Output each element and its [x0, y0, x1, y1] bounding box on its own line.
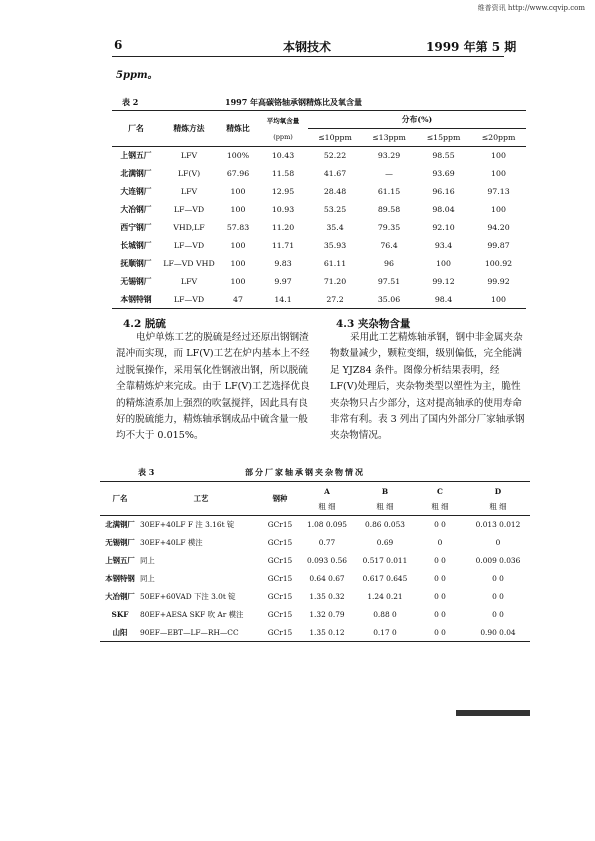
table3-row-process: 同上	[140, 556, 155, 565]
journal-title: 本钢技术	[283, 40, 332, 54]
table3-group-header: D	[494, 486, 502, 496]
table2-row-d3: 92.10	[432, 223, 455, 232]
table2-row-plant: 大冶钢厂	[120, 205, 152, 214]
table3-row-c: 0	[437, 538, 443, 547]
table2-header-method: 精炼方法	[173, 124, 205, 134]
table2-row-method: LF—VD	[173, 294, 205, 304]
table3-group-header: C	[437, 486, 443, 496]
table2-row-d1: 61.11	[323, 259, 347, 268]
table2-row-oxygen: 11.20	[271, 223, 295, 232]
table3-row-d: 0.013 0.012	[475, 520, 521, 529]
table3-row-a: 0.77	[318, 538, 336, 547]
table2-row-plant: 上钢五厂	[120, 151, 152, 160]
table2-row-ratio: 100%	[226, 151, 250, 160]
table2-row	[112, 291, 526, 309]
table2-top-rule	[112, 110, 526, 111]
table3-row-grade: GCr15	[267, 627, 293, 637]
table3-row-a: 1.32 0.79	[309, 610, 345, 619]
table2-header-oxygen-unit: (ppm)	[273, 132, 293, 141]
table3-row-b: 0.88 0	[373, 610, 397, 619]
table3-row-c: 0 0	[434, 592, 446, 601]
section-4-3-title: 4.3 夹杂物含量	[336, 318, 411, 330]
table2-row	[112, 237, 526, 255]
table3-header-plant: 厂名	[112, 494, 128, 504]
table2-row-plant: 抚顺钢厂	[120, 259, 152, 268]
table3-row-grade: GCr15	[267, 556, 293, 565]
table3-row-d: 0.009 0.036	[475, 556, 521, 565]
table2-row-d1: 28.48	[323, 187, 347, 196]
table3-row-a: 0.64 0.67	[309, 574, 345, 583]
table3-row-b: 0.17 0	[373, 627, 397, 637]
table3-row-a: 1.35 0.12	[309, 627, 345, 637]
table3-row-d: 0.90 0.04	[480, 627, 516, 637]
table3-row-plant: 本钢特钢	[105, 574, 135, 583]
table3-row-d: 0 0	[492, 592, 504, 601]
table2-label: 表 2	[122, 97, 139, 107]
issue-label: 1999 年第 5 期	[426, 40, 517, 54]
table2-row-d4: 100	[491, 169, 506, 178]
table2-dist-col: ≤20ppm	[481, 132, 516, 142]
table2-row	[112, 183, 526, 201]
table2-row-d2: —	[385, 169, 393, 178]
table3-row-grade: GCr15	[267, 592, 293, 601]
table3-label: 表 3	[138, 467, 155, 477]
table2-row	[112, 147, 526, 165]
section-4-2-title: 4.2 脱硫	[123, 318, 166, 330]
table2-row-d4: 100	[491, 151, 506, 160]
table2-row-oxygen: 10.43	[271, 151, 295, 160]
table2-row-plant: 北满钢厂	[120, 169, 152, 178]
table3-row-process: 50EF+60VAD 下注 3.0t 锭	[140, 592, 236, 601]
table2-row-d2: 93.29	[377, 151, 401, 160]
table2-row-plant: 西宁钢厂	[120, 223, 152, 232]
table3-row-plant: 无锡钢厂	[105, 538, 135, 547]
table2-row-d1: 27.2	[326, 294, 344, 304]
table2-row	[112, 201, 526, 219]
table3-row-plant: 北满钢厂	[105, 520, 135, 529]
table2-row-d3: 96.16	[432, 187, 455, 196]
table3-row-b: 0.86 0.053	[365, 520, 405, 529]
table3-row-grade: GCr15	[267, 538, 293, 547]
table3-row-c: 0 0	[434, 556, 446, 565]
table3-row-b: 0.517 0.011	[362, 556, 408, 565]
table2-row-ratio: 100	[230, 187, 246, 196]
table3-row	[100, 606, 530, 624]
table2-row-oxygen: 14.1	[274, 294, 292, 304]
table3-row-bottom-rule	[100, 642, 530, 643]
table2-row-plant: 无锡钢厂	[120, 277, 152, 286]
table3-sub-header: 粗 细	[318, 502, 336, 512]
table2-row-d4: 94.20	[487, 223, 510, 232]
table2-row-oxygen: 11.71	[271, 241, 295, 250]
table3-row-grade: GCr15	[267, 610, 293, 619]
table2-row-oxygen: 12.95	[271, 187, 295, 196]
table2-row-plant: 大连钢厂	[120, 187, 152, 196]
table3-row-grade: GCr15	[267, 574, 293, 583]
table2-row-d3: 100	[436, 259, 451, 268]
footer-stamp	[456, 710, 530, 716]
header-rule	[112, 56, 504, 57]
table2-row-d3: 98.4	[434, 294, 453, 304]
table2-row-ratio: 47	[233, 294, 243, 304]
carryover-text: 5ppm。	[116, 70, 158, 81]
table3-group-header: B	[381, 486, 389, 496]
table2-row-d3: 98.55	[432, 151, 455, 160]
section-4-2-body: 电炉单炼工艺的脱硫是经过还原出钢钢渣混冲而实现，而 LF(V)工艺在炉内基本上不经过脱氧操作，采用氧化性钢液出钢，所以脱硫全靠精炼炉来完成。由于 LF(V)工艺选择优良的精炼渣系加上强烈的吹氩搅拌，因此具有良好的脱硫能力，精炼轴承钢成品中硫含量一般均不大于 0.015%。	[116, 332, 310, 442]
table2-row-bottom-rule	[112, 309, 526, 310]
table3-sub-header: 粗 细	[376, 502, 394, 512]
table3-row-process: 30EF+40LF F 注 3.16t 锭	[140, 520, 235, 529]
table3-row	[100, 624, 530, 642]
table2-row	[112, 219, 526, 237]
table2-row-d4: 100	[491, 205, 506, 214]
table2-dist-col: ≤10ppm	[318, 132, 352, 142]
table2-row-d4: 100	[491, 294, 506, 304]
table2-row	[112, 273, 526, 291]
table3-row-c: 0 0	[434, 574, 446, 583]
table2-row	[112, 165, 526, 183]
table3-row-d: 0 0	[492, 610, 504, 619]
table3-caption: 部分厂家轴承钢夹杂物情况	[245, 467, 365, 477]
table2-row-ratio: 67.96	[226, 169, 250, 178]
table3-row-process: 80EF+AESA SKF 吹 Ar 模注	[140, 610, 244, 619]
table2-row-method: VHD,LF	[173, 223, 205, 232]
table2-row-d1: 53.25	[323, 205, 347, 214]
table3-header-grade: 钢种	[272, 494, 288, 504]
table2-row-d4: 100.92	[484, 259, 513, 268]
table2-row-d4: 99.92	[487, 277, 510, 286]
table2-row-plant: 本钢特钢	[120, 294, 152, 304]
table3-sub-header: 粗 细	[431, 502, 449, 512]
table2-header-plant: 厂名	[128, 124, 144, 134]
table2-dist-col: ≤13ppm	[372, 132, 406, 142]
section-4-3-body: 采用此工艺精炼轴承钢，钢中非金属夹杂物数量减少，颗粒变细，级别偏低，完全能满足 YJZ84 条件。图像分析结果表明，经 LF(V)处理后，夹杂物类型以塑性为主，脆性夹杂物只占少部分，这对提高轴承的使用寿命非常有利。表 3 列出了国内外部分厂家轴承钢夹杂物情况。	[330, 332, 525, 442]
table3-row-c: 0 0	[434, 627, 446, 637]
table2-row-d2: 96	[384, 259, 394, 268]
table2	[112, 112, 526, 309]
table3-row-a: 0.093 0.56	[307, 556, 347, 565]
table2-row-d2: 61.15	[377, 187, 401, 196]
table3-row-b: 0.617 0.645	[362, 574, 408, 583]
table3-row-b: 1.24 0.21	[367, 592, 403, 601]
table3-row	[100, 570, 530, 588]
table2-row-d3: 93.69	[432, 169, 455, 178]
table2-row-d1: 35.93	[323, 241, 347, 250]
table3-row-c: 0 0	[434, 610, 446, 619]
table2-row-oxygen: 11.58	[271, 169, 295, 178]
table2-row-ratio: 100	[230, 277, 246, 286]
table3-row-c: 0 0	[434, 520, 446, 529]
table3-row	[100, 516, 530, 534]
table2-row-method: LF—VD	[173, 241, 205, 250]
table2-row-d2: 97.51	[377, 277, 401, 286]
table3-row-plant: SKF	[111, 610, 129, 619]
table2-row-d3: 93.4	[434, 241, 453, 250]
table2-row-d2: 89.58	[377, 205, 401, 214]
table3-row-a: 1.08 0.095	[307, 520, 347, 529]
table2-row-oxygen: 9.83	[274, 259, 292, 268]
watermark: 维普资讯 http://www.cqvip.com	[477, 4, 585, 12]
table2-row-d1: 71.20	[323, 277, 347, 286]
page-number: 6	[114, 38, 123, 52]
table2-row-d2: 76.4	[380, 241, 398, 250]
table2-row-d2: 35.06	[377, 294, 401, 304]
table3-top-rule	[100, 481, 530, 482]
table3-row-plant: 大冶钢厂	[105, 592, 135, 601]
table3-row-b: 0.69	[376, 538, 394, 547]
table3-row-plant: 山阳	[112, 627, 128, 637]
table3-header-process: 工艺	[193, 494, 209, 504]
table3-row-process: 同上	[140, 574, 155, 583]
table3-row	[100, 588, 530, 606]
table2-row-plant: 长城钢厂	[120, 241, 152, 250]
table3-sub-header: 粗 细	[489, 502, 507, 512]
table2-row-method: LF(V)	[177, 169, 201, 178]
table3-row-d: 0	[495, 538, 501, 547]
table3	[100, 483, 530, 642]
table2-row-d1: 41.67	[323, 169, 347, 178]
table2-row-oxygen: 9.97	[274, 277, 292, 286]
table2-row-oxygen: 10.93	[271, 205, 295, 214]
table2-row-d4: 99.87	[487, 241, 510, 250]
table2-row	[112, 255, 526, 273]
table3-row-a: 1.35 0.32	[309, 592, 345, 601]
table3-row	[100, 552, 530, 570]
table2-header-ratio: 精炼比	[226, 124, 250, 134]
table2-row-d1: 35.4	[326, 223, 344, 232]
table2-row-ratio: 100	[230, 259, 246, 268]
table2-caption: 1997 年高碳铬轴承钢精炼比及氧含量	[225, 97, 363, 107]
table2-row-method: LFV	[180, 187, 198, 196]
table3-row-plant: 上钢五厂	[105, 556, 135, 565]
table2-row-d4: 97.13	[487, 187, 510, 196]
table3-row-d: 0 0	[492, 574, 504, 583]
table2-row-ratio: 100	[230, 241, 246, 250]
table2-header-distribution: 分布(%)	[308, 112, 526, 128]
table2-row-d1: 52.22	[323, 151, 347, 160]
table2-header-oxygen: 平均氧含量	[266, 116, 300, 125]
table2-row-method: LF—VD	[173, 205, 205, 214]
table3-row-grade: GCr15	[267, 520, 293, 529]
table3-row	[100, 534, 530, 552]
table2-row-method: LF—VD VHD	[163, 259, 215, 268]
table2-row-method: LFV	[180, 151, 198, 160]
table2-row-d3: 99.12	[432, 277, 455, 286]
table3-row-process: 90EF—EBT—LF—RH—CC	[140, 627, 239, 637]
table2-row-d2: 79.35	[377, 223, 401, 232]
table2-row-d3: 98.04	[432, 205, 455, 214]
table2-row-method: LFV	[180, 277, 198, 286]
table2-row-ratio: 100	[230, 205, 246, 214]
table3-row-process: 30EF+40LF 模注	[140, 538, 203, 547]
table2-dist-col: ≤15ppm	[426, 132, 461, 142]
table3-group-header: A	[324, 486, 330, 496]
table2-row-ratio: 57.83	[226, 223, 250, 232]
